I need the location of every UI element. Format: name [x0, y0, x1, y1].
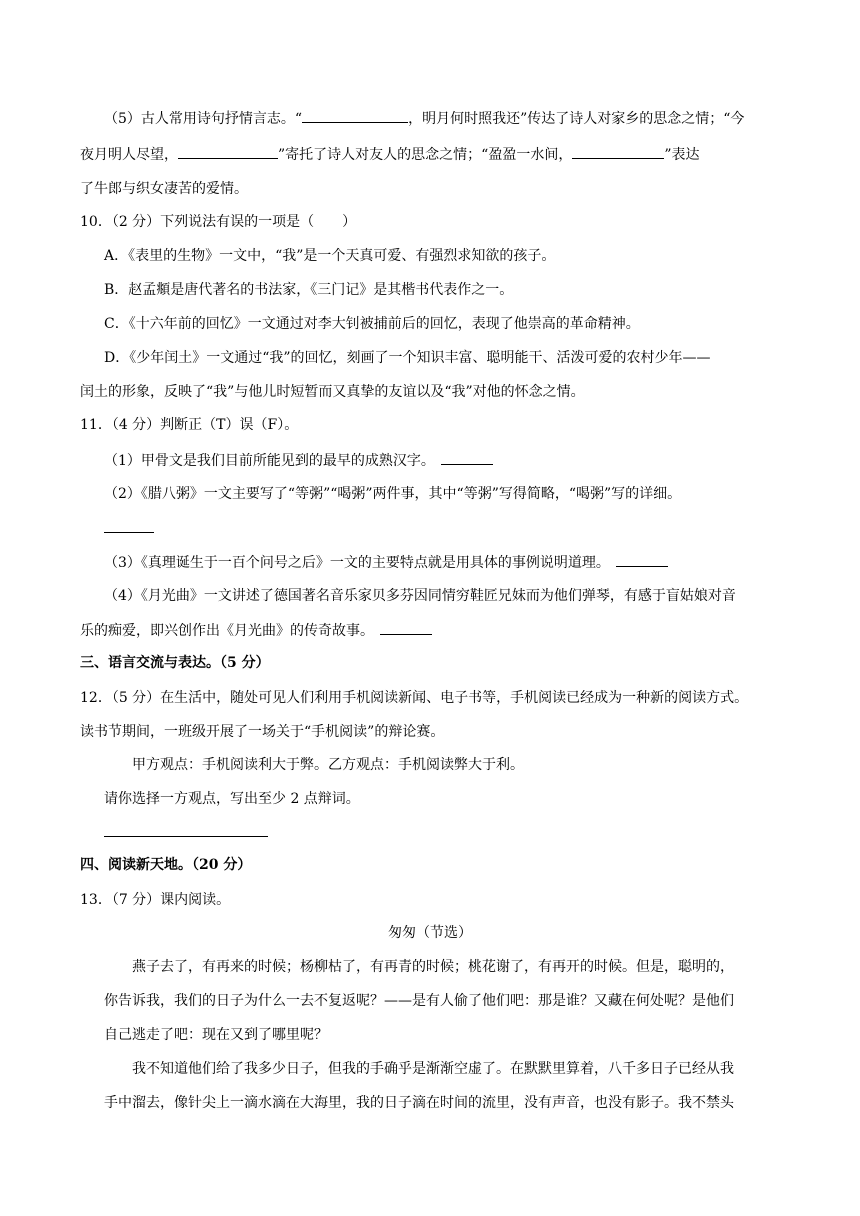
q10-option-d-cont: 闰土的形象，反映了“我”与他儿时短暂而又真挚的友谊以及“我”对他的怀念之情。: [80, 384, 585, 400]
answer-blank[interactable]: [178, 144, 278, 159]
q10-stem: 10．（2 分）下列说法有误的一项是（ ）: [80, 214, 357, 230]
q9-5-text-e: ”表达: [664, 147, 700, 163]
q13-stem: 13．（7 分）课内阅读。: [80, 892, 231, 908]
q9-5-line-2: [80, 144, 850, 165]
q11-item-3-text: （3）《真理诞生于一百个问号之后》一文的主要特点就是用具体的事例说明道理。: [104, 555, 610, 571]
section-4-title: 四、阅读新天地。（20 分）: [80, 857, 252, 873]
q10-option-c[interactable]: C．《十六年前的回忆》一文通过对李大钊被捕前后的回忆，表现了他崇高的革命精神。: [104, 316, 640, 332]
section-3-title: 三、语言交流与表达。（5 分）: [80, 655, 270, 671]
q12-line-2: 读书节期间，一班级开展了一场关于“手机阅读”的辩论赛。: [80, 724, 445, 740]
answer-blank[interactable]: [616, 552, 668, 567]
q10-option-a[interactable]: A．《表里的生物》一文中，“我”是一个天真可爱、有强烈求知欲的孩子。: [104, 248, 556, 264]
q9-5-text-a: （5）古人常用诗句抒情言志。“: [104, 111, 303, 127]
q11-item-3: [104, 552, 860, 573]
q11-item-4-cont: [80, 620, 860, 641]
q9-5-line-1: [104, 108, 844, 129]
q12-answer-line: [104, 822, 860, 843]
q12-line-3: 甲方观点：手机阅读利大于弊。乙方观点：手机阅读弊大于利。: [132, 757, 524, 773]
q11-item-4-text: 乐的痴爱，即兴创作出《月光曲》的传奇故事。: [80, 623, 374, 639]
answer-blank[interactable]: [302, 108, 408, 123]
passage-title: 匆匆（节选）: [388, 925, 472, 941]
passage-para-1-line-3: 自己逃走了吧：现在又到了哪里呢？: [104, 1027, 328, 1043]
answer-blank[interactable]: [104, 822, 268, 837]
q11-item-1-text: （1）甲骨文是我们目前所能见到的最早的成熟汉字。: [104, 453, 435, 469]
passage-para-1-line-1: 燕子去了，有再来的时候；杨柳枯了，有再青的时候；桃花谢了，有再开的时候。但是，聪明的，: [132, 959, 734, 975]
q11-item-1: [104, 450, 860, 471]
q11-stem: 11．（4 分）判断正（T）误（F）。: [80, 417, 299, 433]
q10-option-d[interactable]: D．《少年闰土》一文通过“我”的回忆，刻画了一个知识丰富、聪明能干、活泼可爱的农村少年——: [104, 350, 711, 366]
answer-blank[interactable]: [380, 620, 432, 635]
passage-para-1-line-2: 你告诉我，我们的日子为什么一去不复返呢？——是有人偷了他们吧：那是谁？又藏在何处呢？是他们: [104, 993, 734, 1009]
q11-item-2: （2）《腊八粥》一文主要写了“等粥”“喝粥”两件事，其中“等粥”写得简略，“喝粥”写的详细。: [104, 486, 682, 502]
q9-5-text-d: ”寄托了诗人对友人的思念之情；“盈盈一水间，: [278, 147, 573, 163]
q11-item-2-blank-line: [104, 518, 860, 539]
answer-blank[interactable]: [104, 518, 154, 533]
q12-line-4: 请你选择一方观点，写出至少 2 点辩词。: [104, 791, 360, 807]
passage-para-2-line-2: 手中溜去，像针尖上一滴水滴在大海里，我的日子滴在时间的流里，没有声音，也没有影子。我不禁头: [104, 1095, 734, 1111]
q12-line-1: 12．（5 分）在生活中，随处可见人们利用手机阅读新闻、电子书等，手机阅读已经成为一种新的阅读方式。: [80, 690, 749, 706]
q9-5-text-b: ，明月何时照我还”传达了诗人对家乡的思念之情；“今: [408, 111, 745, 127]
q10-option-b[interactable]: B．赵孟頫是唐代著名的书法家，《三门记》是其楷书代表作之一。: [104, 282, 514, 298]
q9-5-line-3: 了牛郎与织女凄苦的爱情。: [80, 181, 248, 197]
answer-blank[interactable]: [441, 450, 493, 465]
answer-blank[interactable]: [572, 144, 664, 159]
passage-para-2-line-1: 我不知道他们给了我多少日子，但我的手确乎是渐渐空虚了。在默默里算着，八千多日子已经从我: [132, 1061, 734, 1077]
q9-5-text-c: 夜月明人尽望，: [80, 147, 178, 163]
q11-item-4: （4）《月光曲》一文讲述了德国著名音乐家贝多芬因同情穷鞋匠兄妹而为他们弹琴，有感于盲姑娘对音: [104, 588, 736, 604]
